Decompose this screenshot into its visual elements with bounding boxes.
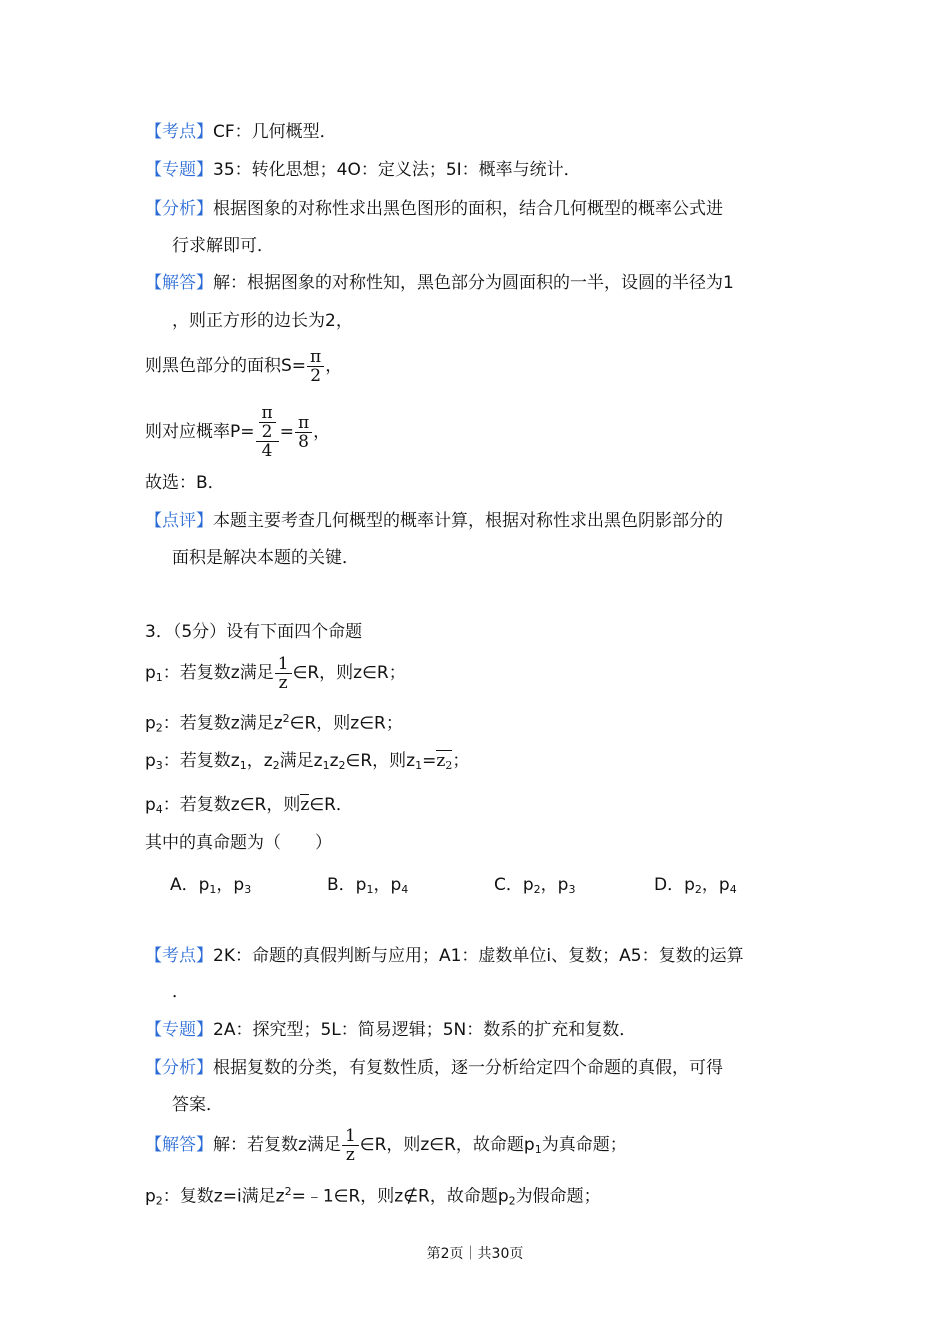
p1-fraction <box>275 655 292 692</box>
q3-fenxi-line-2: 答案． <box>172 1095 223 1115</box>
dianping-line-2: 面积是解决本题的关键． <box>172 548 359 568</box>
kaodian-tag: 【考点】 <box>145 946 213 966</box>
option-label: D．p <box>654 875 695 895</box>
fenxi-text: 根据图象的对称性求出黑色图形的面积，结合几何概型的概率公式进 <box>213 199 723 219</box>
fraction-denominator: 4 <box>261 441 273 461</box>
proposition-p3 <box>145 744 469 783</box>
p3-text-e: ∈R，则z <box>345 751 416 771</box>
p1-label: p <box>145 663 156 683</box>
p2-superscript: 2 <box>282 712 290 725</box>
p2-text-a: ：若复数z满足z <box>162 713 283 734</box>
p2-label: p <box>145 713 156 734</box>
analysis-text-a: ：复数z=i满足z <box>162 1186 285 1207</box>
p3-sub-4: 2 <box>338 759 346 772</box>
p1-subscript: 1 <box>155 671 163 684</box>
q3-zhuanti-line <box>145 1018 636 1042</box>
jieda-text-b: ∈R，则z∈R，故命题p <box>359 1135 535 1155</box>
conjugate-base: z <box>436 751 446 771</box>
p2-subscript: 2 <box>155 721 163 735</box>
prob-result-fraction <box>295 414 312 451</box>
fraction-denominator: 2 <box>310 365 322 386</box>
fraction-numerator: π <box>295 414 312 433</box>
option-sub: 3 <box>244 883 252 896</box>
option-mid: ，p <box>373 875 402 895</box>
choice-line: 故选：B． <box>145 473 225 493</box>
kaodian-text: 2K：命题的真假判断与应用；A1：虚数单位i、复数；A5：复数的运算 <box>213 946 744 966</box>
jieda-tag: 【解答】 <box>145 1135 213 1155</box>
q3-kaodian-line <box>145 944 744 968</box>
p3-sub-5: 1 <box>415 759 423 772</box>
p3-text-f: = <box>422 751 437 771</box>
option-sub: 4 <box>401 883 409 896</box>
p3-sub-3: 1 <box>322 759 330 772</box>
p1-text-b: ∈R，则z∈R； <box>292 663 406 683</box>
zhuanti-tag: 【专题】 <box>145 160 213 180</box>
analysis-subscript: 2 <box>508 1194 516 1208</box>
p3-text-d: z <box>329 751 339 771</box>
jieda-line <box>145 271 734 295</box>
fraction-denominator: 8 <box>298 431 309 452</box>
option-sub: 2 <box>533 883 541 896</box>
zhuanti-text: 35：转化思想；4O：定义法；5I：概率与统计． <box>213 160 581 180</box>
option-mid: ，p <box>701 875 730 895</box>
option-label: A．p <box>170 875 210 895</box>
analysis-text-c: 为假命题； <box>515 1186 601 1207</box>
p3-subscript: 3 <box>155 759 163 772</box>
option-a <box>170 870 251 896</box>
prob-compound-fraction <box>256 404 279 460</box>
analysis-text-b: =﹣1∈R，则z∉R，故命题p <box>291 1186 509 1207</box>
proposition-p4 <box>145 793 353 822</box>
proposition-p2 <box>145 707 403 741</box>
option-c <box>494 870 575 896</box>
option-b <box>327 870 408 896</box>
dianping-line <box>145 509 723 533</box>
jieda-text-a: 解：若复数z满足 <box>213 1135 341 1155</box>
jieda-fraction <box>342 1127 359 1164</box>
jieda-line-2: ，则正方形的边长为2， <box>172 311 353 331</box>
fraction-numerator: π <box>307 348 324 367</box>
conjugate-z: z <box>300 795 310 815</box>
fenxi-line <box>145 197 723 221</box>
option-label: C．p <box>494 875 534 895</box>
jieda-text-c: 为真命题； <box>541 1135 627 1155</box>
p3-sub-2: 2 <box>272 759 280 772</box>
p4-text-b: ∈R． <box>309 795 353 815</box>
dianping-tag: 【点评】 <box>145 511 213 531</box>
q3-jieda-line <box>145 1122 627 1173</box>
area-suffix: ， <box>325 356 343 376</box>
p4-label: p <box>145 795 156 815</box>
p3-text-c: 满足z <box>279 751 323 771</box>
p3-text-b: ，z <box>246 751 273 771</box>
option-sub: 3 <box>568 883 576 896</box>
option-sub: 1 <box>366 883 374 896</box>
fraction-numerator: 1 <box>342 1127 359 1146</box>
option-sub: 4 <box>729 883 737 896</box>
p3-text-a: ：若复数z <box>162 751 240 771</box>
fenxi-tag: 【分析】 <box>145 1058 213 1078</box>
q3-kaodian-line-2: ． <box>172 982 189 1002</box>
option-label: B．p <box>327 875 367 895</box>
conjugate-z2 <box>436 750 452 775</box>
prob-prefix: 则对应概率P= <box>145 422 255 442</box>
zhuanti-text: 2A：探究型；5L：简易逻辑；5N：数系的扩充和复数． <box>213 1020 637 1040</box>
area-formula <box>145 344 342 388</box>
option-sub: 1 <box>209 883 217 896</box>
p2-label: p <box>145 1186 156 1207</box>
fraction-denominator: 2 <box>261 422 273 442</box>
q3-fenxi-line <box>145 1056 723 1080</box>
dianping-text: 本题主要考查几何概型的概率计算，根据对称性求出黑色阴影部分的 <box>213 511 723 531</box>
option-mid: ，p <box>216 875 245 895</box>
fraction-numerator <box>256 404 279 442</box>
option-sub: 2 <box>694 883 702 896</box>
option-mid: ，p <box>540 875 569 895</box>
fenxi-text: 根据复数的分类，有复数性质，逐一分析给定四个命题的真假，可得 <box>213 1058 723 1078</box>
kaodian-line <box>145 120 337 144</box>
fraction-denominator: z <box>278 672 288 693</box>
kaodian-tag: 【考点】 <box>145 122 213 142</box>
probability-formula <box>145 394 330 470</box>
p1-text-a: ：若复数z满足 <box>162 663 274 683</box>
conjugate-subscript: 2 <box>445 759 453 772</box>
p3-sub-1: 1 <box>239 759 247 772</box>
p3-label: p <box>145 751 156 771</box>
p4-text-a: ：若复数z∈R，则 <box>162 795 301 815</box>
prob-equals: = <box>279 422 294 442</box>
option-d <box>654 870 737 896</box>
prob-suffix: ， <box>313 422 331 442</box>
area-prefix: 则黑色部分的面积S= <box>145 356 307 376</box>
zhuanti-tag: 【专题】 <box>145 1020 213 1040</box>
fraction-numerator: π <box>259 404 276 423</box>
q3-p2-analysis <box>145 1180 601 1214</box>
inner-fraction <box>259 404 276 441</box>
fenxi-line-2: 行求解即可． <box>172 236 274 256</box>
kaodian-text: CF：几何概型． <box>213 122 337 142</box>
p3-text-g: ； <box>452 751 470 771</box>
p4-subscript: 4 <box>155 803 163 816</box>
jieda-tag: 【解答】 <box>145 273 213 293</box>
page-footer: 第2页｜共30页 <box>426 1246 524 1262</box>
zhuanti-line <box>145 158 581 182</box>
jieda-subscript: 1 <box>534 1143 542 1156</box>
fraction-numerator: 1 <box>275 655 292 674</box>
p2-subscript: 2 <box>155 1194 163 1208</box>
question-3-title: 3．（5分）设有下面四个命题 <box>145 622 363 642</box>
jieda-text: 解：根据图象的对称性知，黑色部分为圆面积的一半，设圆的半径为1 <box>213 273 734 293</box>
analysis-superscript: 2 <box>284 1185 292 1198</box>
fenxi-tag: 【分析】 <box>145 199 213 219</box>
p2-text-b: ∈R，则z∈R； <box>289 713 403 734</box>
proposition-p1 <box>145 650 406 701</box>
question-prompt: 其中的真命题为（ ） <box>145 833 332 853</box>
fraction-denominator: z <box>345 1144 355 1165</box>
area-fraction <box>307 348 324 385</box>
